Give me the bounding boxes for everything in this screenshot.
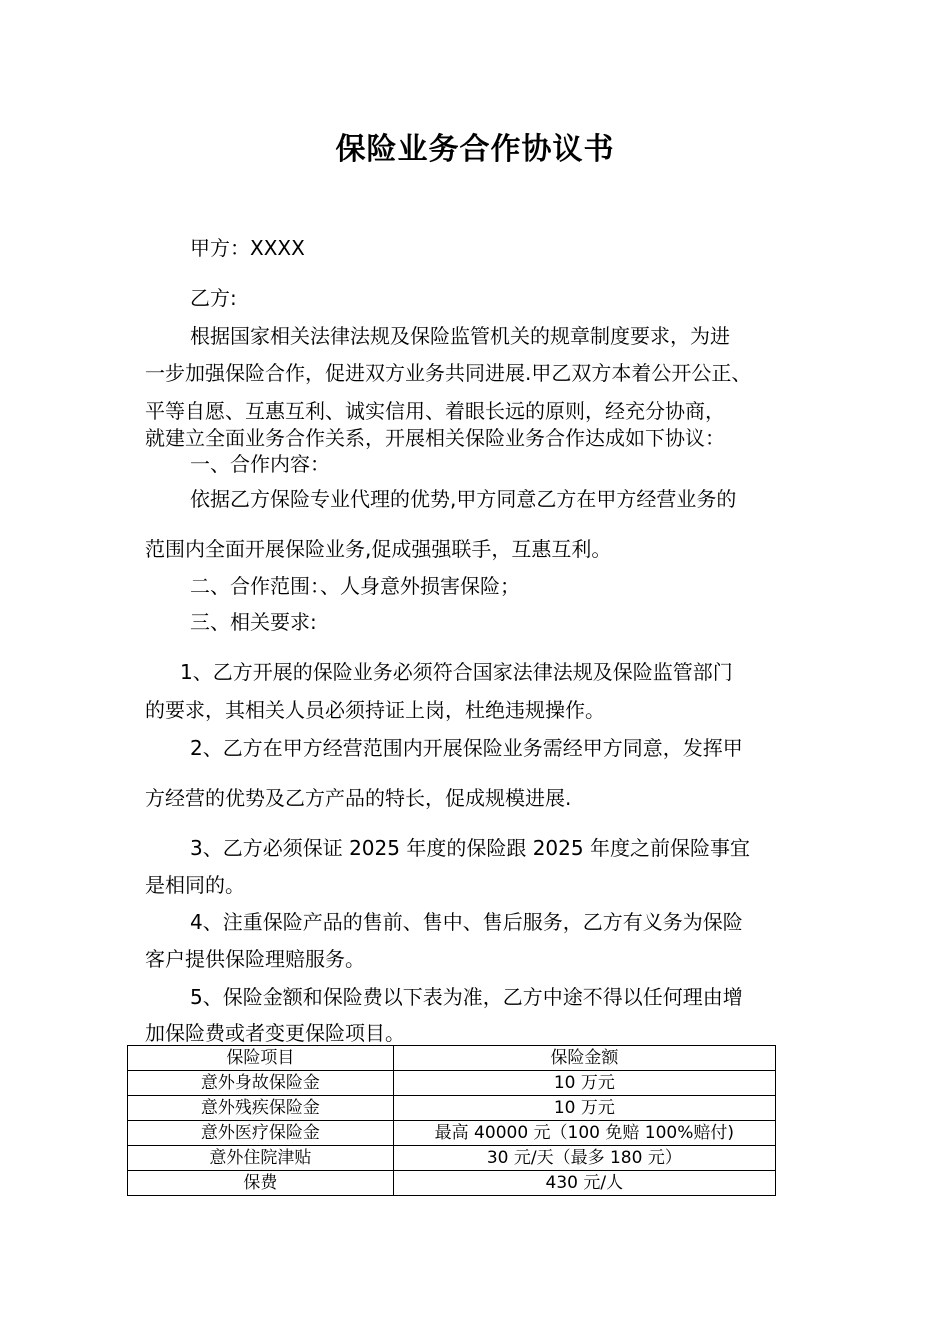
table-cell-item: 意外住院津贴 xyxy=(128,1146,394,1171)
table-header-row xyxy=(128,1046,776,1071)
requirement-1-line-1: 1、乙方开展的保险业务必须符合国家法律法规及保险监管部门 xyxy=(180,660,733,684)
table-row xyxy=(128,1096,776,1121)
party-a-line: 甲方：XXXX xyxy=(190,236,305,260)
table-cell-item: 意外残疾保险金 xyxy=(128,1096,394,1121)
party-b-line: 乙方: xyxy=(190,286,237,310)
table-cell-amount: 最高 40000 元（100 免赔 100%赔付) xyxy=(393,1121,775,1146)
requirement-1-line-2: 的要求，其相关人员必须持证上岗，杜绝违规操作。 xyxy=(145,698,605,722)
preamble-line-2: 一步加强保险合作，促进双方业务共同进展.甲乙双方本着公开公正、 xyxy=(145,361,752,385)
preamble-line-3: 平等自愿、互惠互利、诚实信用、着眼长远的原则，经充分协商， xyxy=(145,399,725,423)
table-header-amount: 保险金额 xyxy=(393,1046,775,1071)
table-cell-item: 意外身故保险金 xyxy=(128,1071,394,1096)
table-row xyxy=(128,1121,776,1146)
table-row xyxy=(128,1146,776,1171)
table-cell-amount: 10 万元 xyxy=(393,1096,775,1121)
preamble-line-1: 根据国家相关法律法规及保险监管机关的规章制度要求，为进 xyxy=(190,324,730,348)
requirement-5-line-2: 加保险费或者变更保险项目。 xyxy=(145,1021,405,1045)
table-cell-amount: 430 元/人 xyxy=(393,1171,775,1196)
preamble-line-4: 就建立全面业务合作关系，开展相关保险业务合作达成如下协议： xyxy=(145,426,725,450)
section-1-line-1: 依据乙方保险专业代理的优势,甲方同意乙方在甲方经营业务的 xyxy=(190,487,737,511)
requirement-4-line-1: 4、注重保险产品的售前、售中、售后服务，乙方有义务为保险 xyxy=(190,910,743,934)
table-cell-item: 意外医疗保险金 xyxy=(128,1121,394,1146)
section-3-heading: 三、相关要求: xyxy=(190,610,317,634)
requirement-2-line-1: 2、乙方在甲方经营范围内开展保险业务需经甲方同意，发挥甲 xyxy=(190,736,743,760)
insurance-table xyxy=(127,1045,776,1196)
table-row xyxy=(128,1071,776,1096)
table-row xyxy=(128,1171,776,1196)
table-cell-item: 保费 xyxy=(128,1171,394,1196)
requirement-4-line-2: 客户提供保险理赔服务。 xyxy=(145,947,365,971)
requirement-3-line-1: 3、乙方必须保证 2025 年度的保险跟 2025 年度之前保险事宜 xyxy=(190,836,750,860)
requirement-2-line-2: 方经营的优势及乙方产品的特长，促成规模进展. xyxy=(145,786,572,810)
section-2-heading: 二、合作范围：、人身意外损害保险； xyxy=(190,574,520,598)
section-1-line-2: 范围内全面开展保险业务,促成强强联手，互惠互利。 xyxy=(145,537,612,561)
requirement-3-line-2: 是相同的。 xyxy=(145,873,245,897)
table-cell-amount: 10 万元 xyxy=(393,1071,775,1096)
table-cell-amount: 30 元/天（最多 180 元） xyxy=(393,1146,775,1171)
section-1-heading: 一、合作内容： xyxy=(190,452,330,476)
document-title: 保险业务合作协议书 xyxy=(335,132,615,167)
table-header-item: 保险项目 xyxy=(128,1046,394,1071)
requirement-5-line-1: 5、保险金额和保险费以下表为准，乙方中途不得以任何理由增 xyxy=(190,985,743,1009)
